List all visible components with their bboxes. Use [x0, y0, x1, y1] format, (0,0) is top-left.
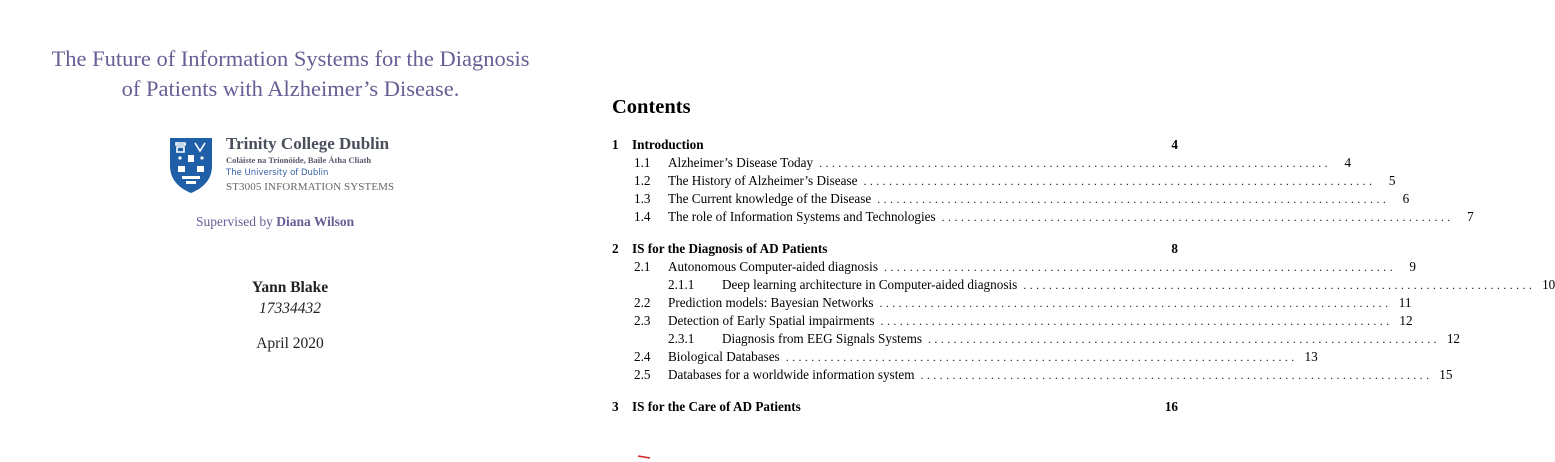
submission-date: April 2020	[256, 335, 324, 352]
toc-entry-page: 10	[1542, 277, 1555, 292]
toc-entry-number: 1.4	[634, 209, 651, 224]
student-id: 17334432	[259, 300, 321, 317]
toc-section-entry[interactable]	[612, 330, 1461, 348]
toc-section-entry[interactable]	[612, 348, 1318, 366]
institution-irish-name: Coláiste na Tríonóide, Baile Átha Cliath	[226, 155, 372, 165]
toc-leader-dots: ................................................................................	[941, 210, 1454, 224]
institution-name: Trinity College Dublin	[226, 134, 390, 153]
toc-entry-label: The Current knowledge of the Disease	[668, 191, 872, 206]
toc-chapter-entry[interactable]	[612, 240, 1178, 258]
toc-entry-label: Autonomous Computer-aided diagnosis	[668, 259, 878, 274]
toc-entry-number: 1	[612, 137, 619, 152]
toc-entry-label: The History of Alzheimer’s Disease	[668, 173, 858, 188]
supervised-prefix: Supervised by	[196, 214, 273, 229]
toc-entry-number: 1.1	[634, 155, 651, 170]
toc-entry-page: 16	[1164, 399, 1178, 414]
tcd-crest-icon	[168, 136, 214, 194]
toc-entry-page: 4	[1344, 155, 1352, 170]
toc-section-entry[interactable]	[612, 154, 1352, 172]
toc-entry-number: 2.3.1	[668, 331, 695, 346]
toc-section-entry[interactable]	[612, 294, 1412, 312]
toc-entry-number: 1.2	[634, 173, 651, 188]
toc-entry-number: 2	[612, 241, 619, 256]
toc-entry-number: 2.5	[634, 367, 651, 382]
toc-entry-label: Detection of Early Spatial impairments	[668, 313, 875, 328]
toc-entry-page: 6	[1402, 191, 1410, 206]
toc-entry-label: IS for the Diagnosis of AD Patients	[632, 241, 828, 256]
toc-entry-label: Biological Databases	[668, 349, 780, 364]
toc-entry-number: 1.3	[634, 191, 651, 206]
toc-leader-dots: ................................................................................	[819, 156, 1332, 170]
toc-entry-page: 12	[1446, 331, 1461, 346]
toc-entry-page: 5	[1388, 173, 1396, 188]
toc-entry-number: 2.1	[634, 259, 651, 274]
toc-entry-page: 13	[1304, 349, 1318, 364]
toc-leader-dots: ................................................................................	[1023, 278, 1536, 292]
contents-heading: Contents	[612, 96, 691, 118]
toc-leader-dots: ................................................................................	[920, 368, 1433, 382]
toc-entry-label: Introduction	[632, 137, 704, 152]
toc-leader-dots: ................................................................................	[863, 174, 1376, 188]
toc-leader-dots: ................................................................................	[879, 296, 1392, 310]
toc-entry-number: 2.4	[634, 349, 651, 364]
toc-entry-page: 11	[1398, 295, 1412, 310]
toc-entry-number: 2.2	[634, 295, 651, 310]
toc-entry-label: Deep learning architecture in Computer-aided diagnosis	[722, 277, 1018, 292]
toc-chapter-entry[interactable]	[612, 136, 1178, 154]
course-code: ST3005 INFORMATION SYSTEMS	[226, 181, 395, 193]
toc-entry-number: 3	[612, 399, 619, 414]
supervisor-line	[196, 214, 354, 230]
toc-leader-dots: ................................................................................	[880, 314, 1393, 328]
toc-section-entry[interactable]	[612, 190, 1410, 208]
toc-section-entry[interactable]	[612, 276, 1555, 294]
toc-entry-page: 8	[1171, 241, 1178, 256]
toc-entry-page: 4	[1171, 137, 1178, 152]
toc-entry-label: Diagnosis from EEG Signals Systems	[722, 331, 923, 346]
toc-section-entry[interactable]	[612, 172, 1396, 190]
institution-logo	[168, 135, 468, 195]
toc-section-entry[interactable]	[612, 312, 1413, 330]
toc-leader-dots: ................................................................................	[785, 350, 1298, 364]
toc-leader-dots: ................................................................................	[877, 192, 1390, 206]
supervisor-name: Diana Wilson	[276, 214, 355, 229]
annotation-mark-icon	[637, 455, 651, 459]
toc-entry-label: IS for the Care of AD Patients	[632, 399, 801, 414]
toc-leader-dots: ................................................................................	[928, 332, 1441, 346]
toc-section-entry[interactable]	[612, 258, 1416, 276]
toc-entry-label: The role of Information Systems and Technologies	[668, 209, 936, 224]
toc-entry-page: 9	[1409, 259, 1416, 274]
university-name: The University of Dublin	[226, 168, 329, 178]
toc-entry-number: 2.3	[634, 313, 651, 328]
toc-entry-page: 15	[1439, 367, 1453, 382]
toc-section-entry[interactable]	[612, 208, 1474, 226]
author-name: Yann Blake	[251, 279, 329, 296]
toc-entry-label: Prediction models: Bayesian Networks	[668, 295, 874, 310]
table-of-contents	[612, 96, 1555, 414]
title-line-1: The Future of Information Systems for the Diagnosis	[51, 46, 530, 71]
toc-entry-page: 12	[1399, 313, 1413, 328]
document-title	[18, 44, 563, 104]
toc-entry-page: 7	[1467, 209, 1474, 224]
toc-entry-label: Alzheimer’s Disease Today	[668, 155, 814, 170]
toc-chapter-entry[interactable]	[612, 398, 1178, 416]
toc-leader-dots: ................................................................................	[883, 260, 1396, 274]
toc-entry-label: Databases for a worldwide information system	[668, 367, 915, 382]
toc-section-entry[interactable]	[612, 366, 1453, 384]
toc-entry-number: 2.1.1	[668, 277, 695, 292]
title-line-2: of Patients with Alzheimer’s Disease.	[121, 76, 460, 101]
